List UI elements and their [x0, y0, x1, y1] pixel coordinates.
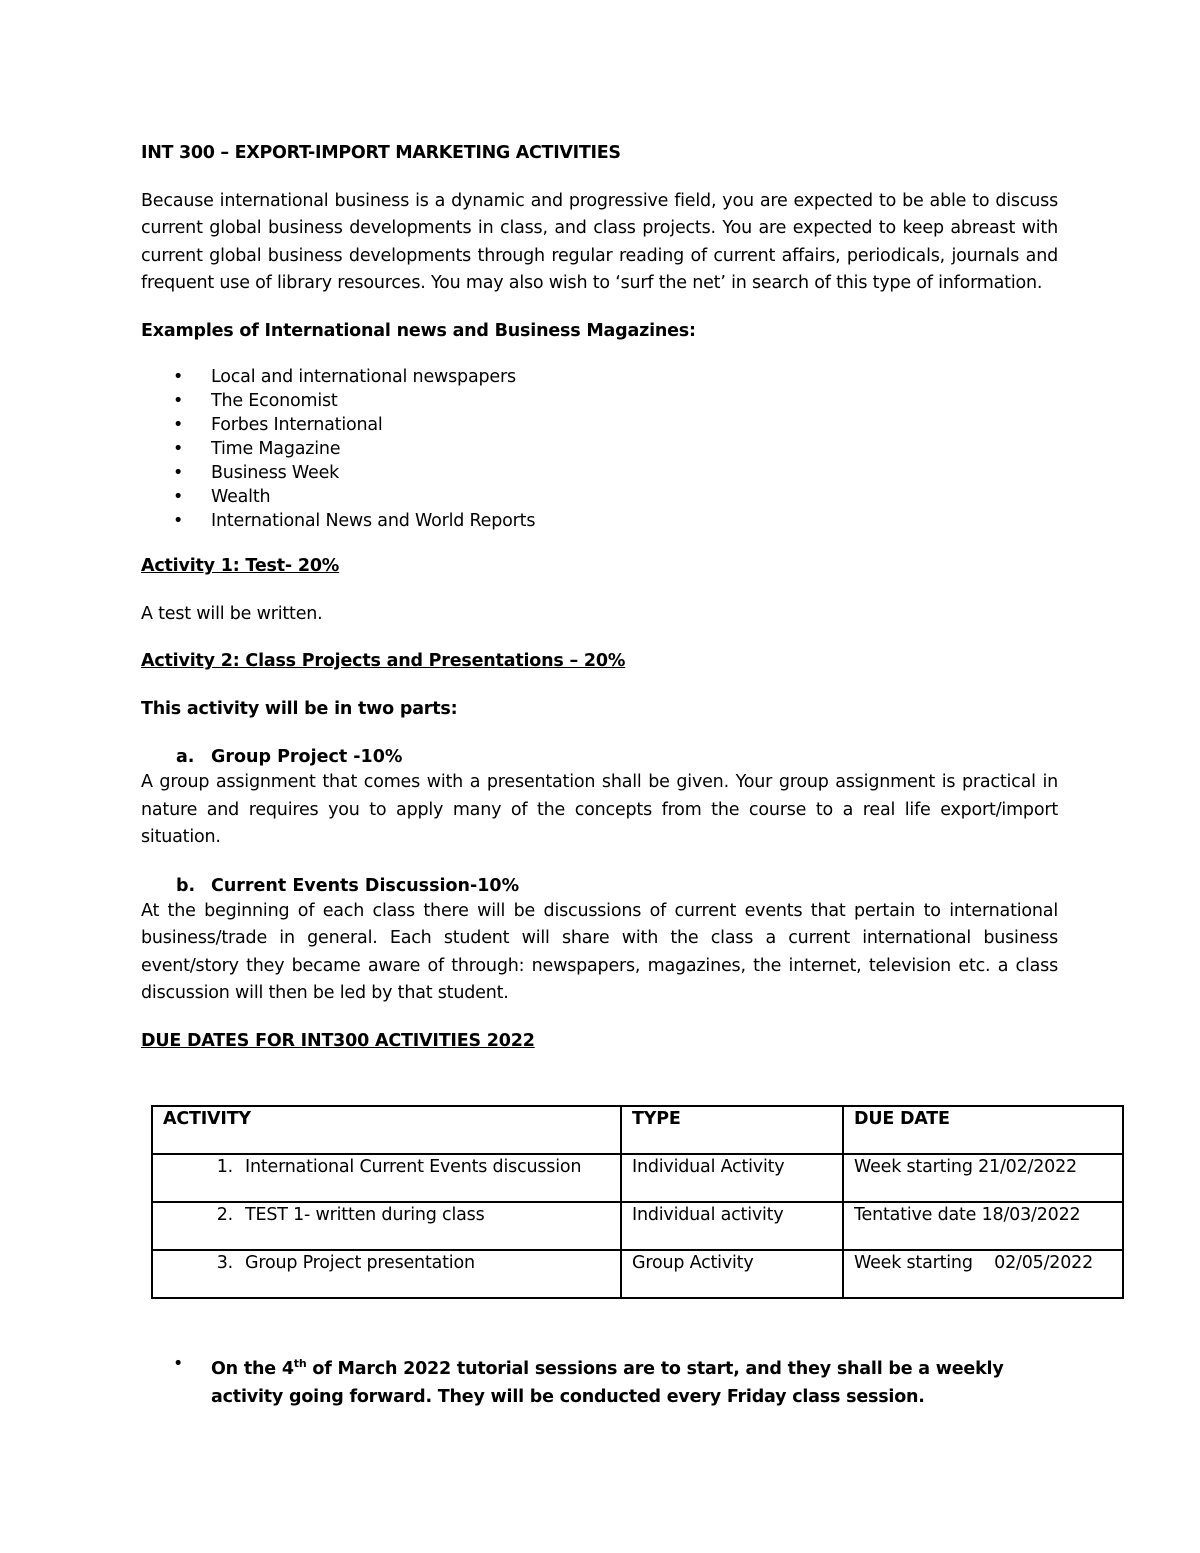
- tutorial-note: • On the 4th of March 2022 tutorial sessions are to start, and they shall be a weekly activity going forward. They will be conducted every Friday class session.: [141, 1350, 1058, 1411]
- list-item: • Forbes International: [173, 415, 383, 435]
- due-date-cell: Week starting 02/05/2022: [843, 1250, 1123, 1298]
- due-date-cell: Tentative date 18/03/2022: [843, 1202, 1123, 1250]
- list-item: • Local and international newspapers: [173, 367, 516, 387]
- part-a-text: A group assignment that comes with a presentation shall be given. Your group assignment is practical in nature and requires you to apply many of the concepts from the course to a real life export/import situation.: [141, 772, 1058, 847]
- intro-paragraph: Because international business is a dynamic and progressive field, you are expected to be able to discuss current global business developments in class, and class projects. You are expected to keep abreast with current global business developments through regular reading of current affairs, periodicals, journals and frequent use of library resources. You may also wish to ‘surf the net’ in search of this type of information.: [141, 190, 1058, 293]
- type-cell: Group Activity: [621, 1250, 843, 1298]
- list-item: • Business Week: [173, 463, 340, 483]
- list-item: • The Economist: [173, 391, 338, 411]
- bullet-icon: •: [173, 487, 184, 507]
- document-body: [141, 140, 1058, 1055]
- activity-cell: 2. TEST 1- written during class: [152, 1202, 621, 1250]
- magazine-list: [141, 365, 1058, 533]
- bullet-icon: •: [173, 415, 184, 435]
- part-b-text: At the beginning of each class there will be discussions of current events that pertain to international business/trade in general. Each student will share with the class a current international business event/story they became aware of through: newspapers, magazines, the internet, television etc. a class discussion will then be led by that student.: [141, 900, 1058, 1003]
- list-item: • International News and World Reports: [173, 511, 536, 531]
- part-b-title: b. Current Events Discussion-10%: [176, 875, 520, 896]
- due-date-cell: Week starting 21/02/2022: [843, 1154, 1123, 1202]
- table-header-row: [152, 1106, 1123, 1154]
- list-item: • Time Magazine: [173, 439, 341, 459]
- column-header-activity: ACTIVITY: [152, 1106, 621, 1154]
- list-item: • Wealth: [173, 487, 271, 507]
- table-row: [152, 1154, 1123, 1202]
- bullet-icon: •: [173, 391, 184, 411]
- table-row: [152, 1202, 1123, 1250]
- column-header-type: TYPE: [621, 1106, 843, 1154]
- activity-cell: 1. International Current Events discussion: [152, 1154, 621, 1202]
- type-cell: Individual Activity: [621, 1154, 843, 1202]
- bullet-icon: •: [173, 1354, 184, 1374]
- bullet-icon: •: [173, 463, 184, 483]
- bullet-icon: •: [173, 511, 184, 531]
- due-dates-heading: DUE DATES FOR INT300 ACTIVITIES 2022: [141, 1030, 535, 1051]
- bullet-icon: •: [173, 439, 184, 459]
- activity2-heading: Activity 2: Class Projects and Presentations – 20%: [141, 651, 626, 671]
- parts-heading: This activity will be in two parts:: [141, 698, 458, 719]
- activity1-text: A test will be written.: [141, 603, 323, 624]
- table-row: [152, 1250, 1123, 1298]
- activity-cell: 3. Group Project presentation: [152, 1250, 621, 1298]
- activity1-heading: Activity 1: Test- 20%: [141, 556, 340, 576]
- column-header-due-date: DUE DATE: [843, 1106, 1123, 1154]
- bullet-icon: •: [173, 367, 184, 387]
- examples-heading: Examples of International news and Business Magazines:: [141, 320, 696, 341]
- type-cell: Individual activity: [621, 1202, 843, 1250]
- document-title: INT 300 – EXPORT-IMPORT MARKETING ACTIVITIES: [141, 143, 621, 163]
- due-dates-table: [151, 1105, 1124, 1299]
- part-a-title: a. Group Project -10%: [176, 747, 403, 767]
